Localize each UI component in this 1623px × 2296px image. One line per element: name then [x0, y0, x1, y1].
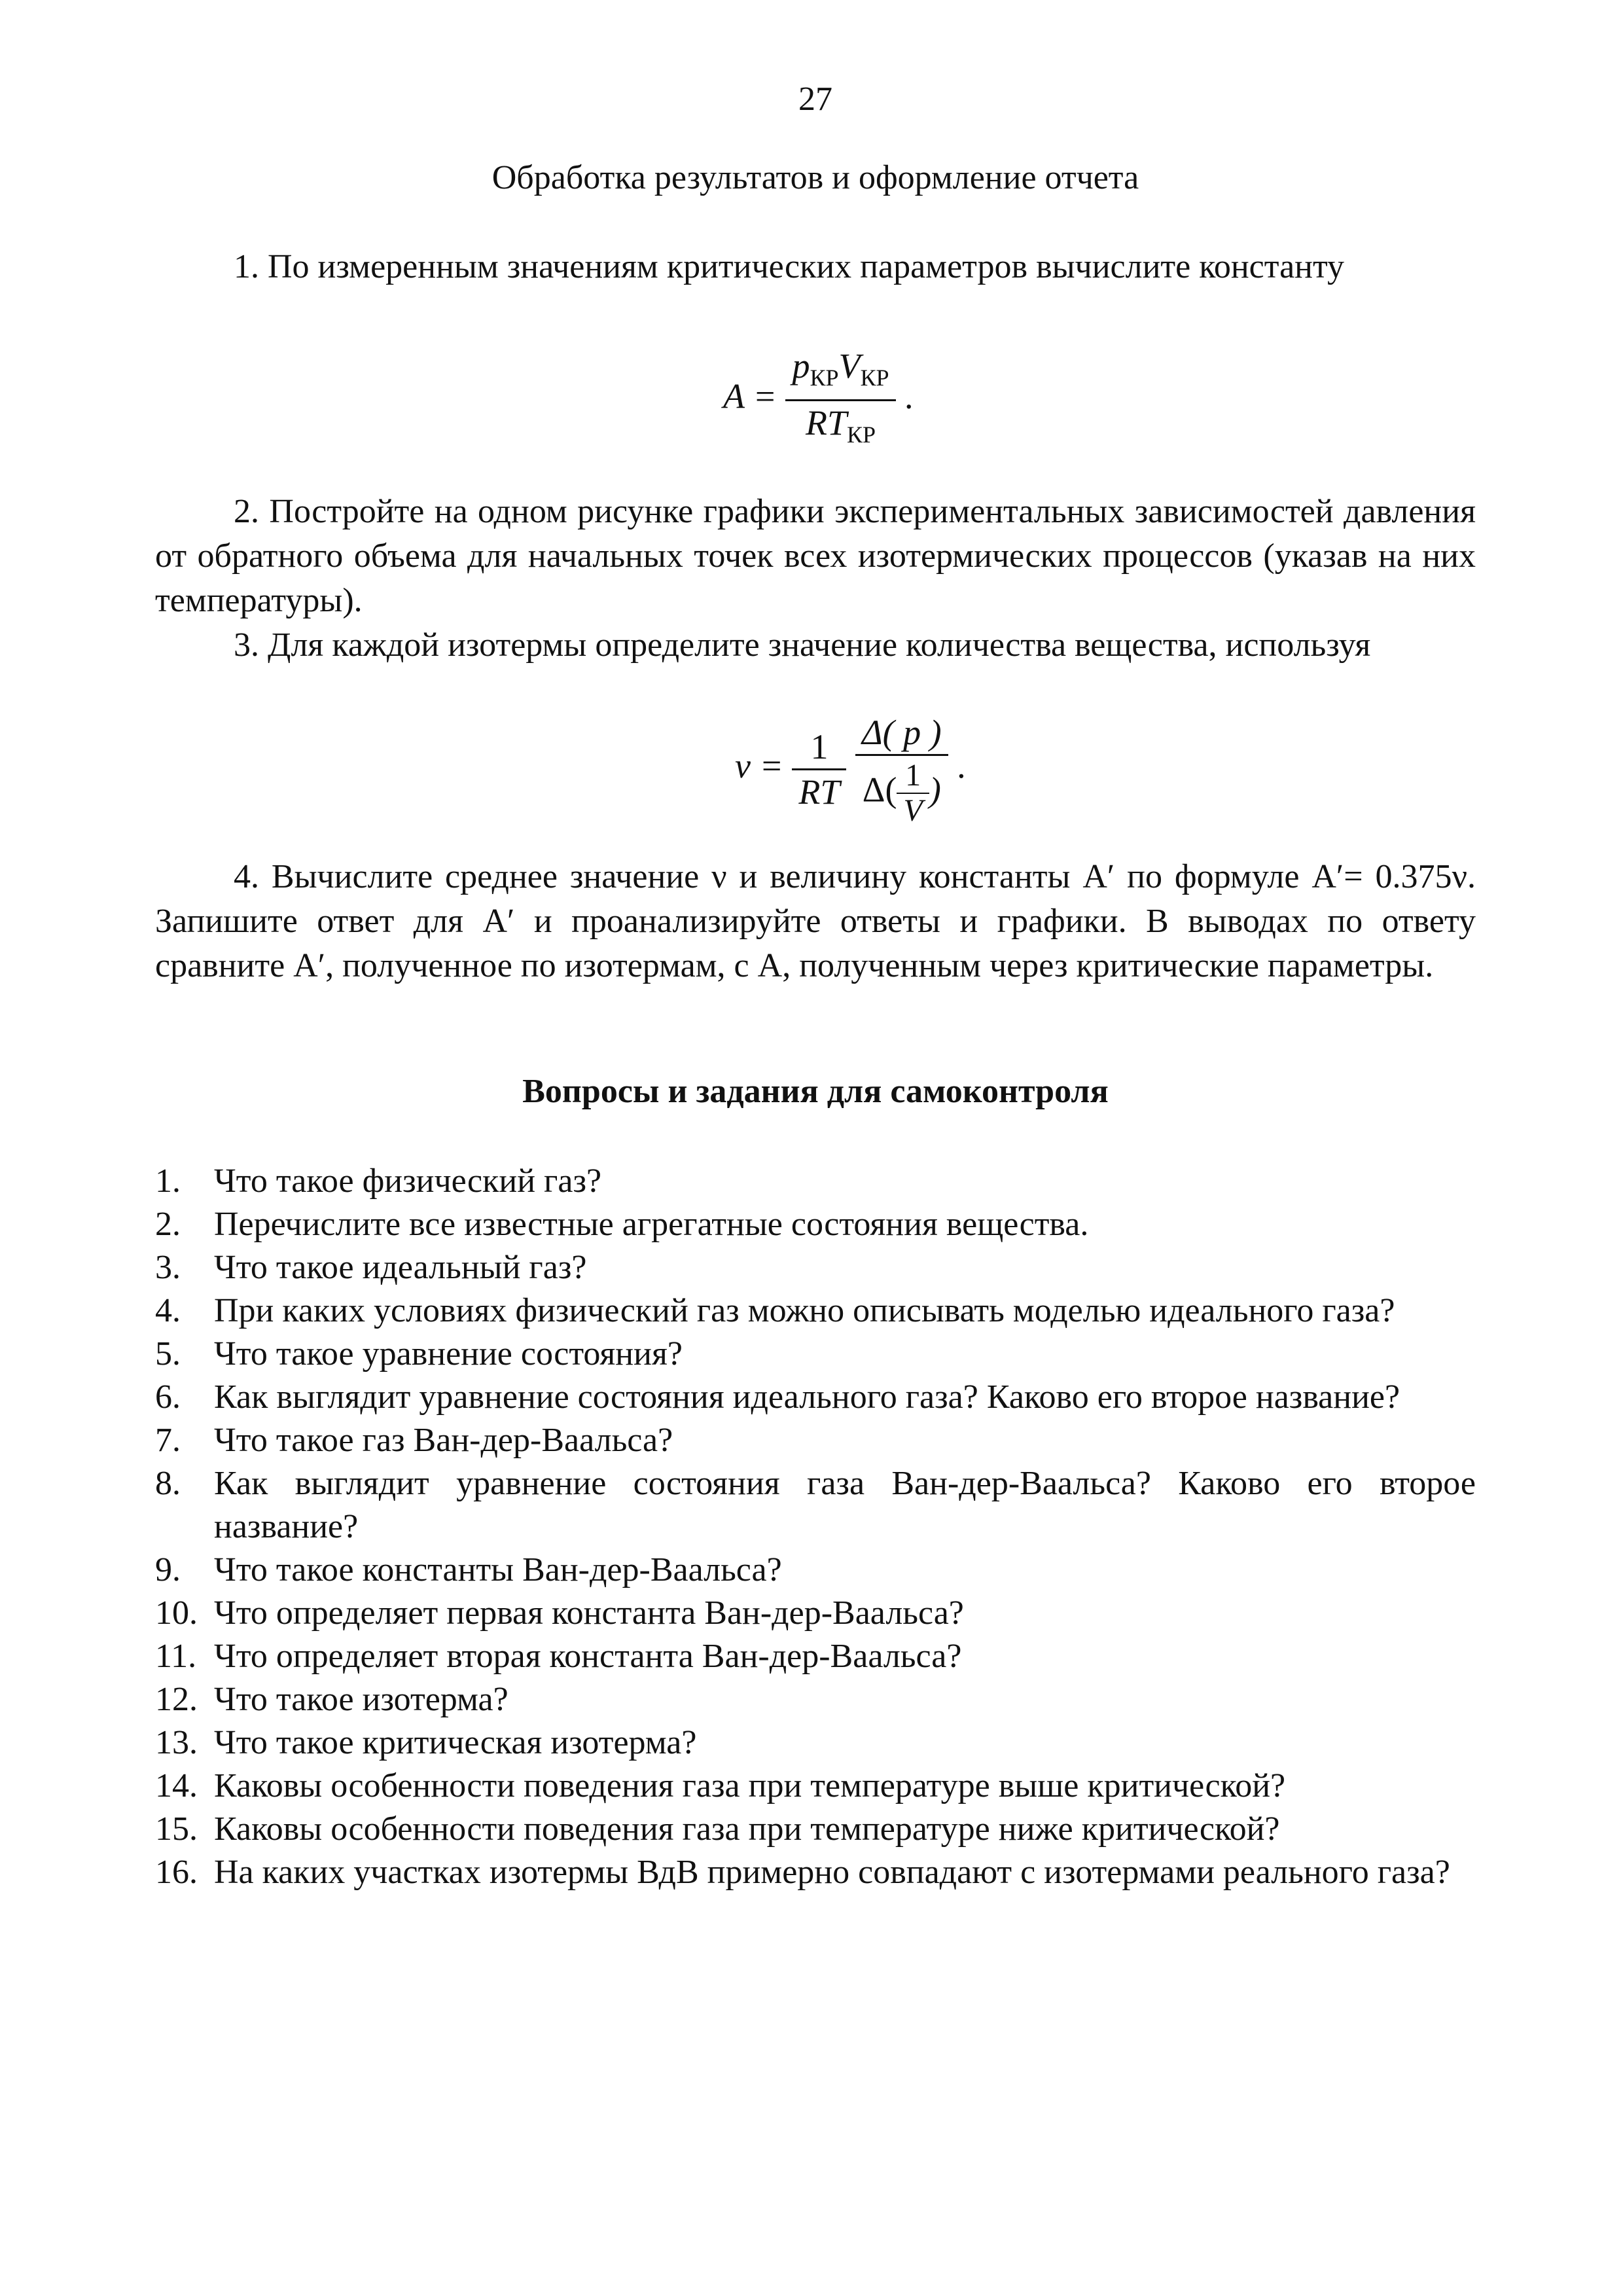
- section-title: Обработка результатов и оформление отчета: [491, 159, 1139, 196]
- question-item: [155, 1765, 1476, 1808]
- question-text: Что такое идеальный газ?: [214, 1249, 587, 1286]
- formula-denominator: $RT_{КР}$: [805, 403, 876, 448]
- question-number: 13.: [155, 1724, 198, 1761]
- question-text: Что такое критическая изотерма?: [214, 1724, 697, 1761]
- question-item: [155, 1635, 1476, 1678]
- question-item: [155, 1160, 1476, 1203]
- question-text: Что определяет вторая константа Ван-дер-Ваальса?: [214, 1638, 962, 1675]
- question-number: 1.: [155, 1162, 181, 1200]
- question-item: [155, 1678, 1476, 1721]
- question-number: 6.: [155, 1378, 181, 1416]
- fraction-2-denominator: Δ( $\frac{1}{V}$ ): [862, 758, 941, 828]
- question-number: 8.: [155, 1465, 181, 1502]
- question-item: [155, 1851, 1476, 1894]
- fraction-2-numerator: Δ( p ): [855, 711, 948, 756]
- question-number: 7.: [155, 1422, 181, 1459]
- question-item: [155, 1419, 1476, 1462]
- question-item: [155, 1289, 1476, 1333]
- formula-fraction: [785, 344, 895, 456]
- step-4-paragraph: 4. Вычислите среднее значение ν и величину константы A′ по формуле A′= 0.375ν. Запишите ответ для A′ и проанализируйте ответы и графики. В выводах по ответу сравните A′, полученное по изотермам, с A, полученным через критические параметры.: [155, 858, 1476, 984]
- question-text: Что определяет первая константа Ван-дер-Ваальса?: [214, 1594, 964, 1632]
- formula-period: .: [957, 745, 966, 785]
- question-text: Что такое уравнение состояния?: [214, 1335, 683, 1372]
- question-text: Как выглядит уравнение состояния идеального газа? Каково его второе название?: [214, 1378, 1400, 1416]
- question-text: При каких условиях физический газ можно описывать моделью идеального газа?: [214, 1292, 1395, 1329]
- fraction-1-numerator: 1: [792, 725, 846, 770]
- question-text: Что такое изотерма?: [214, 1681, 508, 1718]
- question-text: Что такое физический газ?: [214, 1162, 602, 1200]
- question-number: 11.: [155, 1638, 197, 1675]
- question-text: Что такое газ Ван-дер-Ваальса?: [214, 1422, 673, 1459]
- question-number: 10.: [155, 1594, 198, 1632]
- formula-numerator: $p_{КР}V_{КР}$: [785, 344, 895, 401]
- formula-critical-constant: [723, 344, 914, 456]
- question-text: Перечислите все известные агрегатные состояния вещества.: [214, 1206, 1089, 1243]
- formula-amount-of-substance: [735, 711, 966, 828]
- question-text: На каких участках изотермы ВдВ примерно совпадают с изотермами реального газа?: [214, 1854, 1450, 1891]
- question-item: [155, 1462, 1476, 1549]
- question-item: [155, 1333, 1476, 1376]
- question-text: Каковы особенности поведения газа при температуре выше критической?: [214, 1767, 1286, 1804]
- question-item: [155, 1376, 1476, 1419]
- question-item: [155, 1808, 1476, 1851]
- questions-list: [155, 1160, 1476, 1894]
- questions-title: Вопросы и задания для самоконтроля: [522, 1073, 1109, 1110]
- question-number: 16.: [155, 1854, 198, 1891]
- question-number: 2.: [155, 1206, 181, 1243]
- question-text: Что такое константы Ван-дер-Ваальса?: [214, 1551, 782, 1588]
- step-2-paragraph: 2. Постройте на одном рисунке графики экспериментальных зависимостей давления от обратного объема для начальных точек всех изотермических процессов (указав на них температуры).: [155, 493, 1476, 619]
- question-item: [155, 1721, 1476, 1765]
- question-number: 5.: [155, 1335, 181, 1372]
- step-3-paragraph: 3. Для каждой изотермы определите значение количества вещества, используя: [234, 626, 1371, 664]
- page-number: 27: [798, 81, 832, 118]
- question-number: 14.: [155, 1767, 198, 1804]
- question-number: 4.: [155, 1292, 181, 1329]
- formula-fraction-2: [855, 711, 948, 828]
- question-number: 12.: [155, 1681, 198, 1718]
- question-item: [155, 1549, 1476, 1592]
- question-item: [155, 1203, 1476, 1246]
- question-text: Как выглядит уравнение состояния газа Ван-дер-Ваальса? Каково его второе название?: [214, 1465, 1476, 1545]
- question-number: 15.: [155, 1810, 198, 1848]
- formula-period: .: [904, 376, 914, 416]
- formula-lhs: A =: [723, 376, 777, 416]
- question-number: 9.: [155, 1551, 181, 1588]
- question-number: 3.: [155, 1249, 181, 1286]
- step-1-paragraph: 1. По измеренным значениям критических параметров вычислите константу: [234, 248, 1345, 285]
- question-item: [155, 1246, 1476, 1289]
- formula-nu-lhs: ν =: [735, 745, 783, 785]
- question-text: Каковы особенности поведения газа при температуре ниже критической?: [214, 1810, 1280, 1848]
- fraction-1-denominator: RT: [798, 772, 840, 812]
- formula-fraction-1: [792, 725, 846, 814]
- question-item: [155, 1592, 1476, 1635]
